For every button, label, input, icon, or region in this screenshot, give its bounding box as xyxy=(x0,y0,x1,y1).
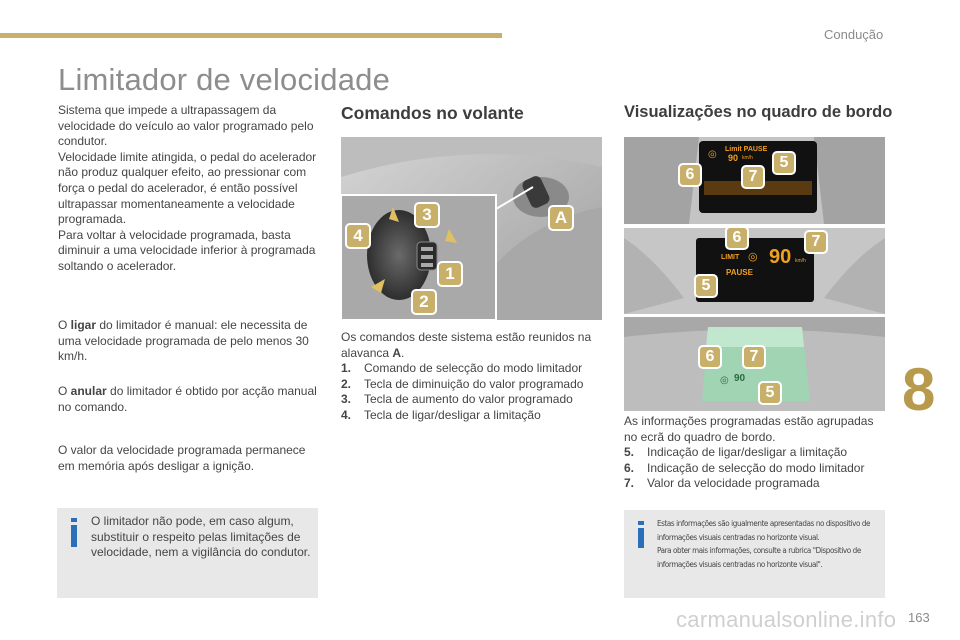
warning-box xyxy=(57,508,318,598)
comandos-text xyxy=(341,330,604,424)
lcd2-icon: ◎ xyxy=(748,251,758,263)
callout-a: A xyxy=(548,205,574,231)
memoria-paragraph: O valor da velocidade programada permanece em memória após desligar a ignição. xyxy=(58,443,306,473)
lcd2-speed-value: 90 xyxy=(769,246,792,268)
comandos-intro-suffix: . xyxy=(401,345,405,360)
intro-p2: Velocidade limite atingida, o pedal do acelerador não produz qualquer efeito, ao pressionar com força o pedal do acelerador, é então possível ultrapassar momentaneamente a velocidade programada. xyxy=(58,149,317,227)
hud-speed-value: 90 xyxy=(734,373,746,384)
intro-p3: Para voltar à velocidade programada, basta diminuir a uma velocidade inferior à programada soltando o acelerador. xyxy=(58,227,316,273)
hud-note-1: Estas informações são igualmente apresentadas no dispositivo de informações visuais centradas no horizonte visual. xyxy=(657,519,871,542)
lcd2-speed-unit: km/h xyxy=(795,258,806,264)
hud-note-text xyxy=(657,517,879,571)
list-num: 6. xyxy=(624,460,635,475)
info-icon xyxy=(638,528,644,548)
list-item xyxy=(624,476,886,492)
steering-controls-illustration xyxy=(341,137,602,320)
page-number: 163 xyxy=(908,610,930,625)
ligar-text: do limitador é manual: ele necessita de uma velocidade programada de pelo menos 30 km/h. xyxy=(58,318,309,364)
visualizacoes-intro: As informações programadas estão agrupadas no ecrã do quadro de bordo. xyxy=(624,414,874,444)
callout-6: 6 xyxy=(725,228,749,250)
lcd-speed-value: 90 xyxy=(728,153,739,163)
list-num: 5. xyxy=(624,445,635,460)
anular-bold: anular xyxy=(70,384,107,398)
head-up-display xyxy=(624,317,885,411)
info-icon xyxy=(71,525,77,547)
list-num: 4. xyxy=(341,407,352,422)
list-text: Indicação de selecção do modo limitador xyxy=(647,460,865,475)
callout-5: 5 xyxy=(772,151,796,175)
hud-note-2: Para obter mais informações, consulte a rubrica "Dispositivo de informações visuais centradas no horizonte visual". xyxy=(657,546,861,569)
comandos-intro-prefix: Os comandos deste sistema estão reunidos na alavanca xyxy=(341,330,592,360)
lcd-icon: ◎ xyxy=(708,149,717,160)
list-text: Indicação de ligar/desligar a limitação xyxy=(647,445,848,460)
hud-note-box xyxy=(624,510,885,598)
section-header: Condução xyxy=(824,27,884,42)
list-num: 1. xyxy=(341,361,352,376)
list-item xyxy=(624,445,886,461)
dashboard-display-2 xyxy=(624,228,885,314)
list-item xyxy=(341,377,604,393)
list-num: 3. xyxy=(341,392,352,407)
anular-text: do limitador é obtido por acção manual no comando. xyxy=(58,384,317,414)
comandos-title: Comandos no volante xyxy=(341,103,524,123)
list-text: Tecla de diminuição do valor programado xyxy=(364,376,584,391)
callout-7: 7 xyxy=(742,345,766,369)
dashboard-display-1 xyxy=(624,137,885,224)
chapter-number: 8 xyxy=(902,356,936,423)
comandos-intro-bold: A xyxy=(392,345,402,360)
intro-p1: Sistema que impede a ultrapassagem da velocidade do veículo ao valor programado pelo condutor. xyxy=(58,103,314,149)
callout-6: 6 xyxy=(698,345,722,369)
list-item xyxy=(341,361,604,377)
ligar-bold: ligar xyxy=(70,318,97,332)
callout-5: 5 xyxy=(694,274,718,298)
list-text: Tecla de ligar/desligar a limitação xyxy=(364,407,541,422)
lcd-limit-label: Limit PAUSE xyxy=(725,146,768,153)
list-item xyxy=(624,461,886,477)
anular-paragraph xyxy=(58,384,323,415)
comandos-intro xyxy=(341,330,604,361)
callout-3: 3 xyxy=(414,202,440,228)
anular-prefix: O xyxy=(58,384,71,398)
callout-6: 6 xyxy=(678,163,702,187)
callout-5: 5 xyxy=(758,381,782,405)
list-text: Tecla de aumento do valor programado xyxy=(364,392,573,407)
lcd2-limit-label: LIMIT xyxy=(721,254,740,261)
callout-7: 7 xyxy=(741,165,765,189)
watermark: carmanualsonline.info xyxy=(676,607,897,632)
ligar-prefix: O xyxy=(58,318,71,332)
callout-4: 4 xyxy=(345,223,371,249)
ligar-paragraph xyxy=(58,318,323,365)
intro-text xyxy=(58,103,323,275)
visualizacoes-text xyxy=(624,414,886,492)
list-num: 2. xyxy=(341,376,352,391)
visualizacoes-title: Visualizações no quadro de bordo xyxy=(624,103,893,121)
list-item xyxy=(341,408,604,424)
list-text: Comando de selecção do modo limitador xyxy=(364,361,583,376)
callout-7: 7 xyxy=(804,230,828,254)
warning-text: O limitador não pode, em caso algum, substituir o respeito pelas limitações de velocidade, nem a vigilância do condutor. xyxy=(91,514,311,560)
list-item xyxy=(341,392,604,408)
lcd2-pause-label: PAUSE xyxy=(726,268,753,277)
list-text: Valor da velocidade programada xyxy=(647,476,820,491)
callout-1: 1 xyxy=(437,261,463,287)
callout-2: 2 xyxy=(411,289,437,315)
hud-icon: ◎ xyxy=(720,375,729,386)
top-accent-bar xyxy=(0,33,502,38)
list-num: 7. xyxy=(624,476,635,491)
page-title: Limitador de velocidade xyxy=(58,62,391,97)
lcd-speed-unit: km/h xyxy=(742,155,753,161)
